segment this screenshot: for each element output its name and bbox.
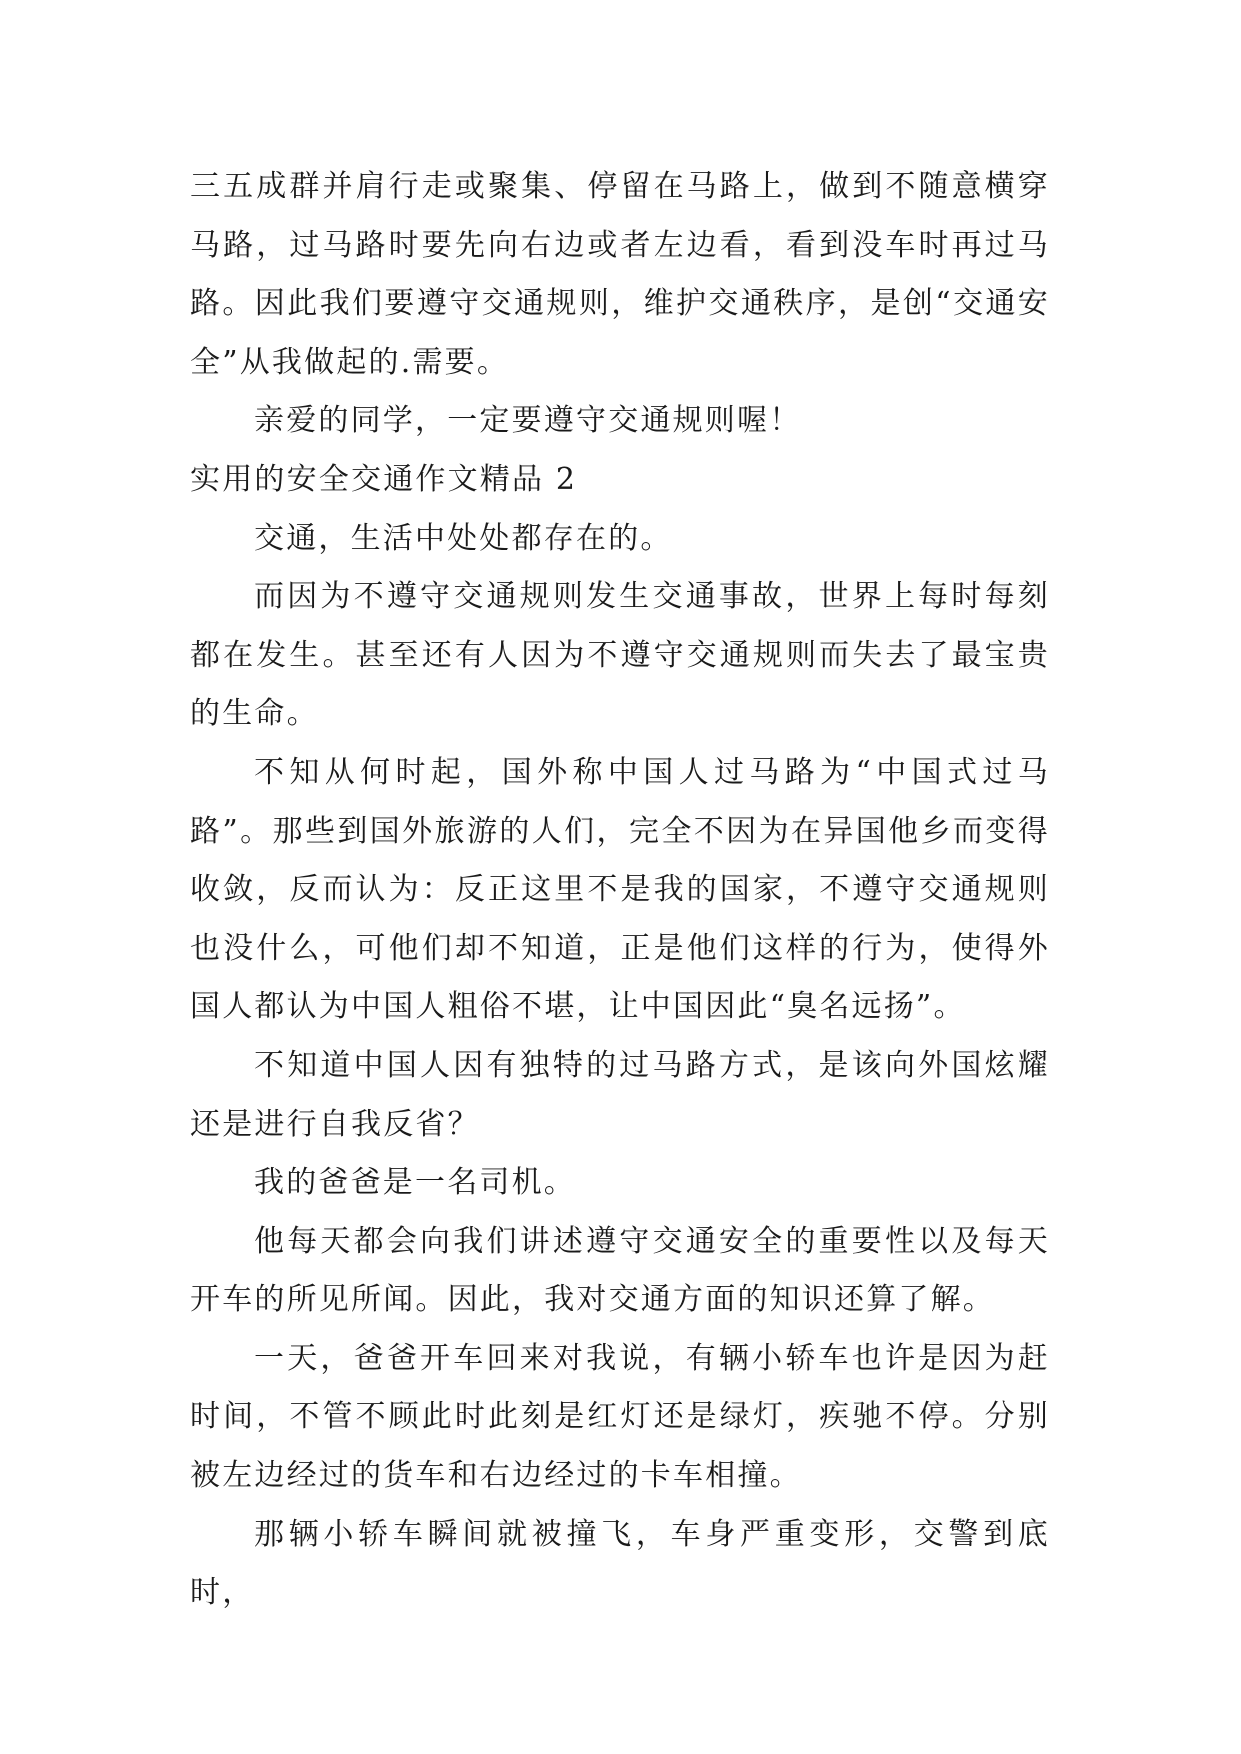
paragraph: 不知道中国人因有独特的过马路方式，是该向外国炫耀还是进行自我反省？ [190,1047,1050,1142]
paragraph: 亲爱的同学，一定要遵守交通规则喔！ [254,403,802,439]
paragraph: 交通，生活中处处都存在的。 [254,520,673,556]
paragraph: 不知从何时起，国外称中国人过马路为“中国式过马路”。那些到国外旅游的人们，完全不因为在异国他乡而变得收敛，反而认为：反正这里不是我的国家，不遵守交通规则也没什么，可他们却不知道，正是他们这样的行为，使得外国人都认为中国人粗俗不堪，让中国因此“臭名远扬”。 [190,754,1050,1025]
paragraph: 而因为不遵守交通规则发生交通事故，世界上每时每刻都在发生。甚至还有人因为不遵守交通规则而失去了最宝贵的生命。 [190,579,1050,732]
paragraph: 一天，爸爸开车回来对我说，有辆小轿车也许是因为赶时间，不管不顾此时此刻是红灯还是绿灯，疾驰不停。分别被左边经过的货车和右边经过的卡车相撞。 [190,1340,1050,1494]
paragraph: 那辆小轿车瞬间就被撞飞，车身严重变形，交警到底时， [190,1516,1050,1611]
paragraph: 三五成群并肩行走或聚集、停留在马路上，做到不随意横穿马路，过马路时要先向右边或者左边看，看到没车时再过马路。因此我们要遵守交通规则，维护交通秩序，是创“交通安全”从我做起的.需要。 [190,169,1050,380]
paragraph: 他每天都会向我们讲述遵守交通安全的重要性以及每天开车的所见所闻。因此，我对交通方面的知识还算了解。 [190,1223,1050,1318]
section-heading: 实用的安全交通作文精品 2 [190,461,578,497]
paragraph: 我的爸爸是一名司机。 [254,1165,576,1201]
document-body [190,158,1050,1623]
